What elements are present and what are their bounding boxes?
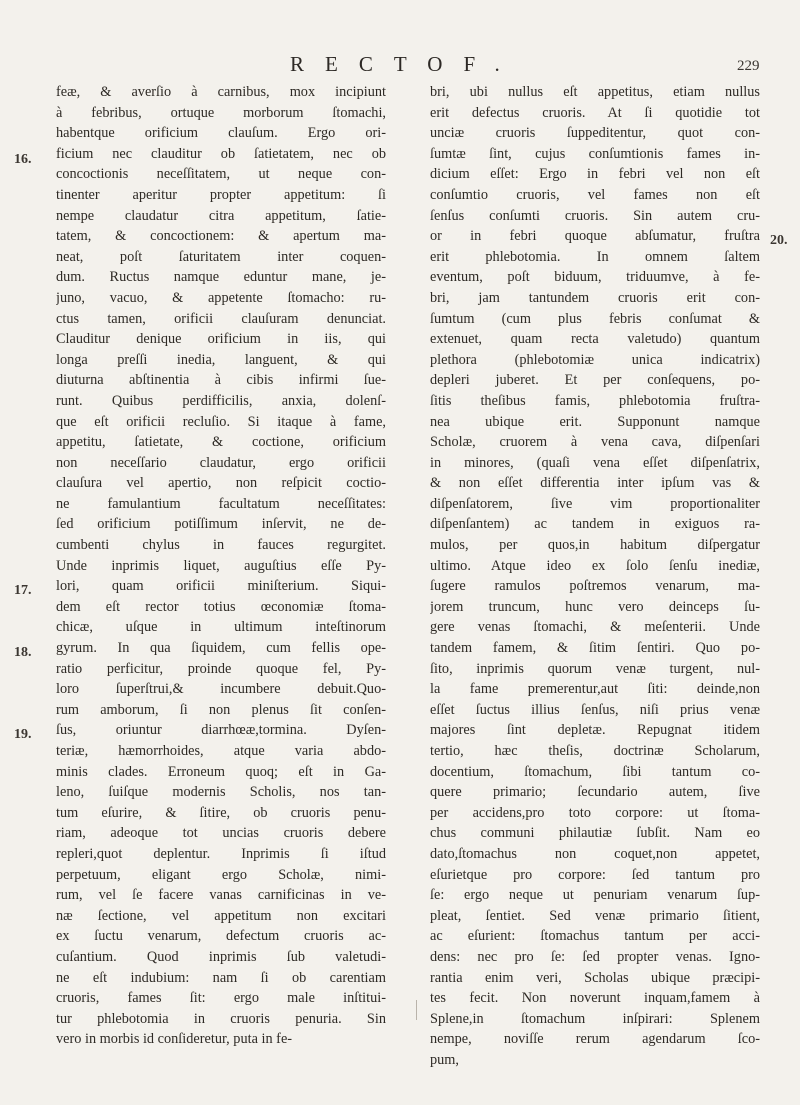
- text-line: rantia enim veri, Scholas ubique præcipi-: [430, 969, 760, 986]
- text-line: la fame premerentur,aut ſiti: deinde,non: [430, 681, 760, 698]
- text-line: bri, ubi nullus eſt appetitus, etiam nullus: [430, 84, 760, 100]
- text-line: & non eſſet differentia inter ipſum vas &: [430, 475, 760, 492]
- text-line: chus communi philautiæ ſubſit. Nam eo: [430, 825, 760, 842]
- text-line: rum, vel ſe facere vanas carnificinas in ve-: [56, 887, 386, 904]
- text-line: Unde inprimis liquet, auguſtius eſſe Py-: [56, 557, 386, 574]
- text-line: dum. Ructus namque eduntur mane, je-: [56, 269, 386, 286]
- text-line: feæ, & averſio à carnibus, mox incipiunt: [56, 84, 386, 100]
- text-line: ctus tamen, orificii clauſuram denunciat.: [56, 310, 386, 327]
- page-number: 229: [737, 58, 760, 74]
- text-line: cumbenti chylus in fauces regurgitet.: [56, 537, 386, 554]
- text-line: eſſet ſuctus illius ſenſus, niſi prius venæ: [430, 701, 760, 718]
- text-line: riam, adeoque tot uncias cruoris debere: [56, 825, 386, 842]
- text-line: nea ubique erit. Supponunt namque: [430, 413, 760, 430]
- page-header: [0, 52, 800, 86]
- text-line: ſumtæ ſint, cujus conſumtionis fames in-: [430, 145, 760, 162]
- text-line: extenuet, quam recta valetudo) quantum: [430, 331, 760, 348]
- text-line: gyrum. In qua ſiquidem, cum fellis ope-: [56, 640, 386, 657]
- text-line: lori, quam orificii miniſterium. Siqui-: [56, 578, 386, 595]
- margin-number: 16.: [14, 152, 32, 167]
- right-text-column: [430, 82, 760, 1071]
- text-line: ſumtum (cum plus febris conſumat &: [430, 310, 760, 327]
- text-line: Clauditur denique orificium in iis, qui: [56, 331, 386, 348]
- text-line: juno, vacuo, & appetente ſtomacho: ru-: [56, 289, 386, 306]
- text-line: in minores, (quaſi vena eſſet diſpenſatrix,: [430, 454, 760, 471]
- text-line: vero in morbis id conſideretur, puta in fe-: [56, 1031, 293, 1048]
- text-line: diſpenſatorem, ſive vim proportionaliter: [430, 495, 760, 512]
- text-line: concoctionis neceſſitatem, ut neque con-: [56, 166, 386, 183]
- text-line: cuſantium. Quod inprimis ſub valetudi-: [56, 948, 386, 965]
- text-line: tum eſurire, & ſitire, ob cruoris penu-: [56, 804, 386, 821]
- column-divider: [416, 1000, 417, 1020]
- text-line: dens: nec pro ſe: ſed propter venas. Igno-: [430, 948, 760, 965]
- text-line: gere venas ſtomachi, & meſenterii. Unde: [430, 619, 760, 636]
- text-line: clauſura vel apertio, non reſpicit coctio-: [56, 475, 386, 492]
- text-line: ac eſurient: ſtomachus tantum per acci-: [430, 928, 760, 945]
- text-line: erit defectus cruoris. At ſi quotidie tot: [430, 104, 760, 121]
- text-line: ex ſuctu venarum, defectum cruoris ac-: [56, 928, 386, 945]
- text-line: tertio, hæc theſis, doctrinæ Scholarum,: [430, 743, 760, 759]
- text-line: nempe, noviſſe rerum agendarum ſco-: [430, 1031, 760, 1048]
- text-line: Splene,in ſtomachum inſpirari: Splenem: [430, 1010, 760, 1027]
- text-line: bri, jam tantundem cruoris erit con-: [430, 289, 760, 306]
- text-line: diuturna abſtinentia à cibis infirmi ſue-: [56, 372, 386, 389]
- text-line: tatem, & concoctionem: & apertum ma-: [56, 228, 386, 245]
- text-line: perpetuum, eligant ergo Scholæ, nimi-: [56, 866, 386, 883]
- text-line: non neceſſario claudatur, ergo orificii: [56, 454, 386, 471]
- text-line: ſitis theſibus famis, phlebotomia fruſtra-: [430, 392, 760, 409]
- text-line: majores ſint depletæ. Repugnat itidem: [430, 722, 760, 739]
- text-line: pum,: [430, 1051, 459, 1068]
- running-title: RECTOF.: [290, 52, 521, 76]
- text-line: ficium nec clauditur ob ſatietatem, nec ob: [56, 145, 386, 162]
- text-line: ne famulantium facultatum neceſſitates:: [56, 495, 386, 512]
- text-line: ſus, oriuntur diarrhœæ,tormina. Dyſen-: [56, 722, 386, 739]
- text-line: tes fecit. Non noverunt inquam,famem à: [430, 990, 760, 1007]
- text-line: per accidens,pro toto corpore: ut ſtoma-: [430, 804, 760, 821]
- text-line: docentium, ſtomachum, ſibi tantum co-: [430, 763, 760, 780]
- text-line: or in febri quoque abſumatur, fruſtra: [430, 228, 760, 245]
- text-line: mulos, per quos,in habitum diſpergatur: [430, 537, 760, 554]
- text-line: jorem truncum, hunc vero deinceps ſu-: [430, 598, 760, 615]
- text-line: ratio perficitur, proinde quoque fel, Py-: [56, 660, 386, 677]
- text-line: pleat, ſentiet. Sed venæ primario ſitient,: [430, 907, 760, 924]
- text-line: habentque orificium clauſum. Ergo ori-: [56, 125, 386, 142]
- text-line: appetitu, ſatietate, & coctione, orificium: [56, 434, 386, 451]
- text-line: runt. Quibus perdifficilis, anxia, dolenſ-: [56, 392, 386, 409]
- text-line: à febribus, ortuque morborum ſtomachi,: [56, 104, 386, 121]
- text-line: depleri juberet. Et per conſequens, po-: [430, 372, 760, 389]
- margin-number: 17.: [14, 583, 32, 598]
- margin-number: 20.: [770, 233, 788, 248]
- text-line: plethora (phlebotomiæ unica indicatrix): [430, 351, 760, 368]
- text-line: unciæ cruoris ſuppeditentur, quot con-: [430, 125, 760, 142]
- text-line: eſurietque pro corpore: ſed tantum pro: [430, 866, 760, 883]
- text-line: ſenſus conſumti cruoris. Sin autem cru-: [430, 207, 760, 224]
- text-line: næ ſectione, vel appetitum non excitari: [56, 907, 386, 924]
- text-line: dato,ſtomachus non coquet,non appetet,: [430, 845, 760, 862]
- text-line: erit phlebotomia. In omnem ſaltem: [430, 248, 760, 265]
- text-line: dem eſt rector totius œconomiæ ſtoma-: [56, 598, 386, 615]
- text-line: teriæ, hæmorrhoides, atque varia abdo-: [56, 743, 386, 759]
- text-line: conſumtio cruoris, vel fames non eſt: [430, 186, 760, 203]
- text-line: chicæ, uſque in ultimum inteſtinorum: [56, 619, 386, 636]
- text-line: ſito, inprimis quorum venæ turgent, nul-: [430, 660, 760, 677]
- text-line: Scholæ, cruorem à vena cava, diſpenſari: [430, 434, 760, 451]
- text-line: neat, poſt ſaturitatem inter coquen-: [56, 248, 386, 265]
- text-line: minis clades. Erroneum quoq; eſt in Ga-: [56, 763, 386, 780]
- text-line: ne eſt indubium: nam ſi ob carentiam: [56, 969, 386, 986]
- text-line: longa preſſi inedia, languent, & qui: [56, 351, 386, 368]
- text-line: ultimo. Atque ideo ex ſolo ſenſu inediæ,: [430, 557, 760, 574]
- margin-number: 18.: [14, 645, 32, 660]
- text-line: nempe claudatur citra appetitum, ſatie-: [56, 207, 386, 224]
- text-line: diſpenſantem) ac tandem in exiguos ra-: [430, 516, 760, 533]
- text-line: dicium eſſet: Ergo in febri vel non eſt: [430, 166, 760, 183]
- text-line: quere primario; ſecundario autem, ſive: [430, 784, 760, 801]
- text-line: repleri,quot deplentur. Inprimis ſi iſtud: [56, 845, 386, 862]
- text-line: que eſt orificii recluſio. Si itaque à fame,: [56, 413, 386, 430]
- text-line: rum amborum, ſi non plenus ſit conſen-: [56, 701, 386, 718]
- text-line: loro ſuperſtrui,& incumbere debuit.Quo-: [56, 681, 386, 698]
- text-line: tinenter aperitur propter appetitum: ſi: [56, 186, 386, 203]
- text-line: ſugere ramulos poſtremos venarum, ma-: [430, 578, 760, 595]
- text-line: ſe: ergo neque ut penuriam venarum ſup-: [430, 887, 760, 904]
- text-line: eventum, poſt biduum, triduumve, à fe-: [430, 269, 760, 286]
- left-text-column: [56, 82, 386, 1050]
- text-line: tandem famem, & ſitim ſentiri. Quo po-: [430, 640, 760, 657]
- text-line: leno, ſuiſque modernis Scholis, nos tan-: [56, 784, 386, 801]
- text-line: tur phlebotomia in cruoris penuria. Sin: [56, 1010, 386, 1027]
- margin-number: 19.: [14, 727, 32, 742]
- text-line: cruoris, fames ſit: ergo male inſtitui-: [56, 990, 386, 1007]
- text-line: ſed orificium potiſſimum inſervit, ne de-: [56, 516, 386, 533]
